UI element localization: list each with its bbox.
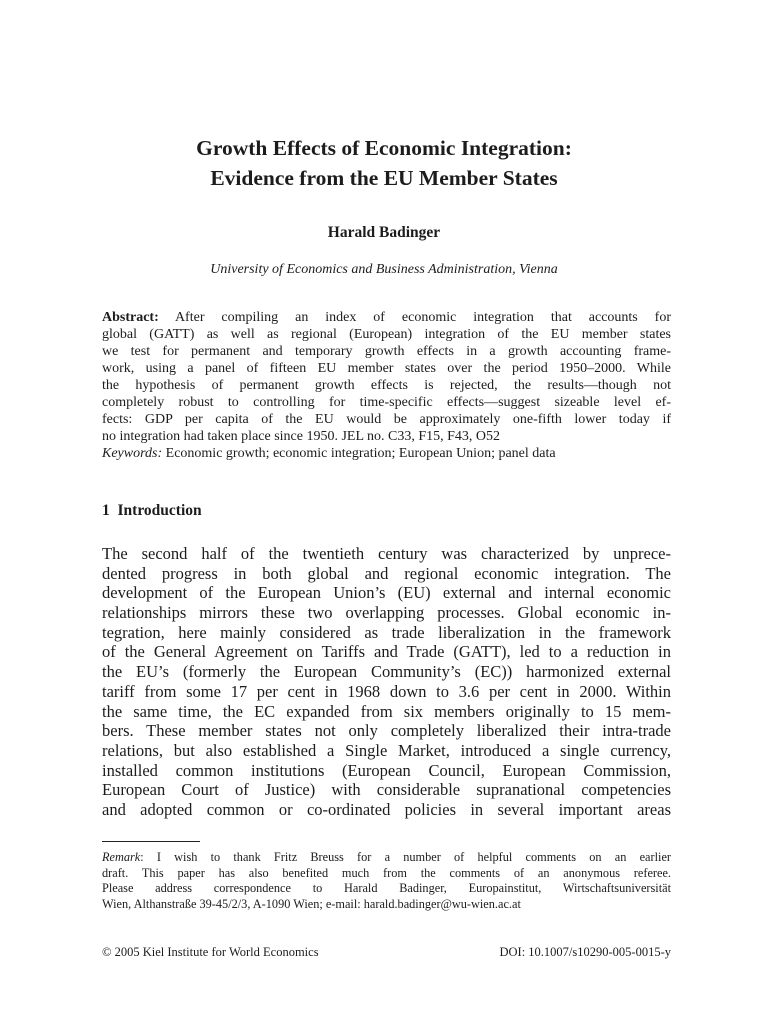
body-line: development of the European Union’s (EU) external and internal economic	[102, 583, 671, 603]
body-line: the EU’s (formerly the European Community’s (EC)) harmonized external	[102, 662, 671, 682]
footnote-line	[102, 850, 671, 866]
body-line: bers. These member states not only completely liberalized their intra-trade	[102, 721, 671, 741]
footnote-line: Please address correspondence to Harald Badinger, Europainstitut, Wirtschaftsuniversität	[102, 881, 671, 896]
footnote	[102, 850, 671, 912]
abstract-line: no integration had taken place since 1950. JEL no. C33, F15, F43, O52	[102, 429, 501, 444]
footnote-line: Wien, Althanstraße 39-45/2/3, A-1090 Wien; e-mail: harald.badinger@wu-wien.ac.at	[102, 896, 521, 911]
section-heading	[102, 502, 202, 520]
author-affiliation: University of Economics and Business Administration, Vienna	[210, 262, 558, 277]
paper-title	[0, 133, 768, 193]
abstract-line: we test for permanent and temporary growth effects in a growth accounting frame-	[102, 344, 671, 359]
body-line: installed common institutions (European Council, European Commission,	[102, 760, 671, 780]
body-line: the same time, the EC expanded from six members originally to 15 mem-	[102, 701, 671, 721]
section-title: Introduction	[117, 502, 202, 519]
keywords-label: Keywords:	[102, 446, 163, 461]
footnote-line: draft. This paper has also benefited much from the comments of an anonymous referee.	[102, 865, 671, 880]
body-line: and adopted common or co-ordinated policies in several important areas	[102, 799, 671, 819]
title-line-1: Growth Effects of Economic Integration:	[196, 136, 572, 160]
footnote-divider	[102, 841, 200, 842]
body-line: relationships mirrors these two overlapping processes. Global economic in-	[102, 603, 671, 623]
body-line: tariff from some 17 per cent in 1968 down to 3.6 per cent in 2000. Within	[102, 681, 671, 701]
author-name: Harald Badinger	[327, 224, 441, 241]
abstract-line: work, using a panel of fifteen EU member states over the period 1950–2000. While	[102, 361, 671, 376]
abstract-text: After compiling an index of economic integration that accounts for	[174, 310, 672, 325]
copyright-notice: © 2005 Kiel Institute for World Economics	[102, 945, 319, 959]
body-line: dented progress in both global and regional economic integration. The	[102, 563, 671, 583]
body-line: European Court of Justice) with considerable supranational competencies	[102, 780, 671, 800]
abstract-label: Abstract:	[102, 310, 159, 325]
body-line: tegration, here mainly considered as trade liberalization in the framework	[102, 622, 671, 642]
keywords-text: Economic growth; economic integration; European Union; panel data	[165, 446, 556, 461]
body-line: relations, but also established a Single Market, introduced a single currency,	[102, 740, 671, 760]
abstract	[102, 309, 671, 462]
body-paragraph	[102, 544, 671, 820]
title-line-2: Evidence from the EU Member States	[210, 166, 558, 190]
footnote-text: : I wish to thank Fritz Breuss for a number of helpful comments on an earlier	[140, 850, 671, 864]
doi-identifier: DOI: 10.1007/s10290-005-0015-y	[499, 945, 671, 959]
abstract-line: global (GATT) as well as regional (European) integration of the EU member states	[102, 327, 671, 342]
abstract-line: fects: GDP per capita of the EU would be approximately one-fifth lower today if	[102, 412, 671, 427]
abstract-line	[102, 309, 671, 326]
abstract-line: the hypothesis of permanent growth effects is rejected, the results—though not	[102, 378, 671, 393]
section-number: 1	[102, 502, 110, 519]
body-line: of the General Agreement on Tariffs and Trade (GATT), led to a reduction in	[102, 642, 671, 662]
footnote-label: Remark	[102, 850, 141, 864]
keywords-line	[102, 445, 671, 462]
body-line: The second half of the twentieth century was characterized by unprece-	[102, 544, 671, 563]
abstract-line: completely robust to controlling for time-specific effects—suggest sizeable level ef-	[102, 395, 671, 410]
